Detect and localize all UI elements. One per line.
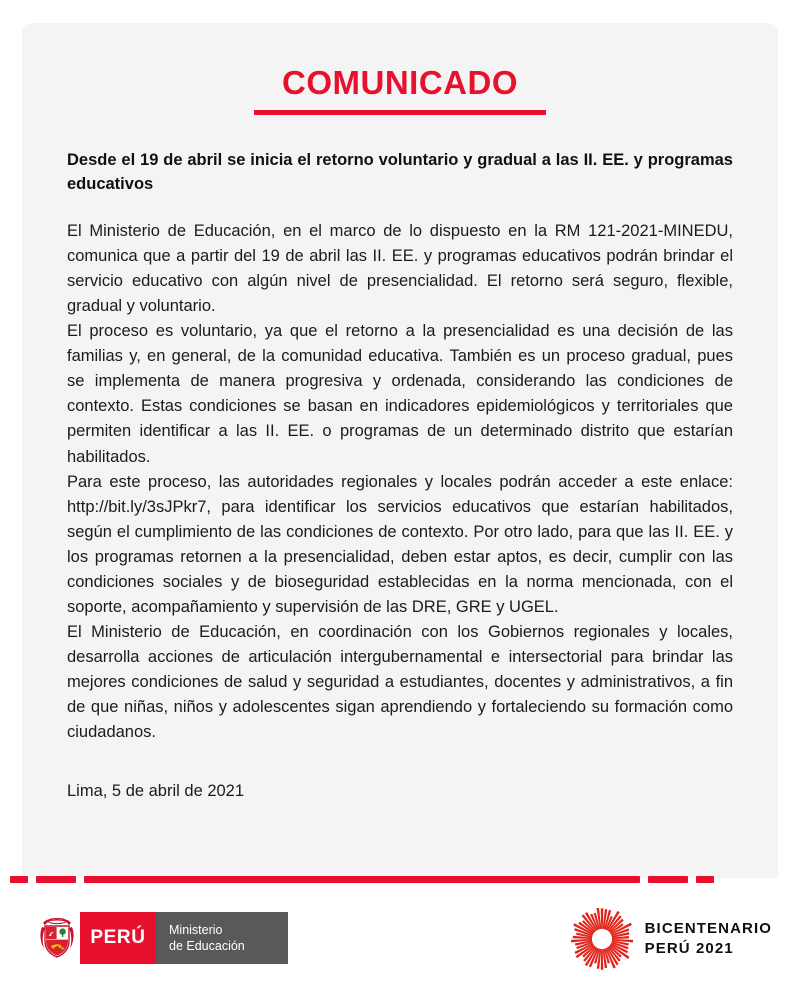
peru-label-block: [80, 912, 156, 964]
minedu-logo: [34, 912, 288, 964]
ministry-label-line1: Ministerio: [169, 923, 223, 937]
page-title: COMUNICADO: [282, 64, 518, 101]
document-body: [67, 148, 733, 821]
peru-label: PERÚ: [90, 927, 146, 948]
title-underline: [254, 110, 546, 115]
ministry-label-line2: de Educación: [169, 939, 245, 953]
red-divider: [0, 876, 800, 883]
bicentenario-line1: BICENTENARIO: [644, 920, 772, 938]
page-footer: [0, 900, 800, 986]
announcement-card: [22, 23, 778, 878]
paragraph-1: El Ministerio de Educación, en el marco de lo dispuesto en la RM 121-2021-MINEDU, comunica que a partir del 19 de abril las II. EE. y programas educativos podrán brindar el servicio educativo con algún nivel de presencialidad. El retorno será seguro, flexible, gradual y voluntario.: [67, 221, 733, 316]
paragraph-2: El proceso es voluntario, ya que el retorno a la presencialidad es una decisión de las familias y, en general, de la comunidad educativa. También es un proceso gradual, pues se implementa de manera progresiva y ordenada, considerando las condiciones de contexto. Estas condiciones se basan en indicadores epidemiológicos y territoriales que permiten identificar a las II. EE. o programas de un determinado distrito que estarían habilitados.: [67, 322, 733, 466]
document-subtitle: Desde el 19 de abril se inicia el retorno voluntario y gradual a las II. EE. y programas educativos: [67, 151, 733, 194]
bicentenario-text: [645, 919, 772, 959]
paragraph-4: El Ministerio de Educación, en coordinación con los Gobiernos regionales y locales, desarrolla acciones de articulación intergubernamental e intersectorial para brindar las mejores condiciones de salud y seguridad a estudiantes, docentes y administrativos, a fin de que niñas, niños y adolescentes sigan aprendiendo y fortaleciendo su formación como ciudadanos.: [67, 623, 733, 742]
place-and-date: Lima, 5 de abril de 2021: [67, 782, 245, 801]
ministry-label-block: [156, 912, 288, 964]
paragraph-3: Para este proceso, las autoridades regionales y locales podrán acceder a este enlace: http://bit.ly/3sJPkr7, para identificar los servicios educativos que estarían habilitados, según el cumplimiento de las condiciones de contexto. Por otro lado, para que las II. EE. y los programas retornen a la presencialidad, deben estar aptos, es decir, cumplir con las condiciones sociales y de bioseguridad establecidas en la norma mencionada, con el soporte, acompañamiento y supervisión de las DRE, GRE y UGEL.: [67, 472, 733, 616]
bicentenario-burst-icon: [571, 908, 633, 970]
bicentenario-line2: PERÚ 2021: [644, 940, 734, 957]
bicentenario-logo: [571, 908, 772, 970]
title-container: [22, 65, 778, 115]
peru-coat-of-arms-icon: [34, 912, 80, 964]
